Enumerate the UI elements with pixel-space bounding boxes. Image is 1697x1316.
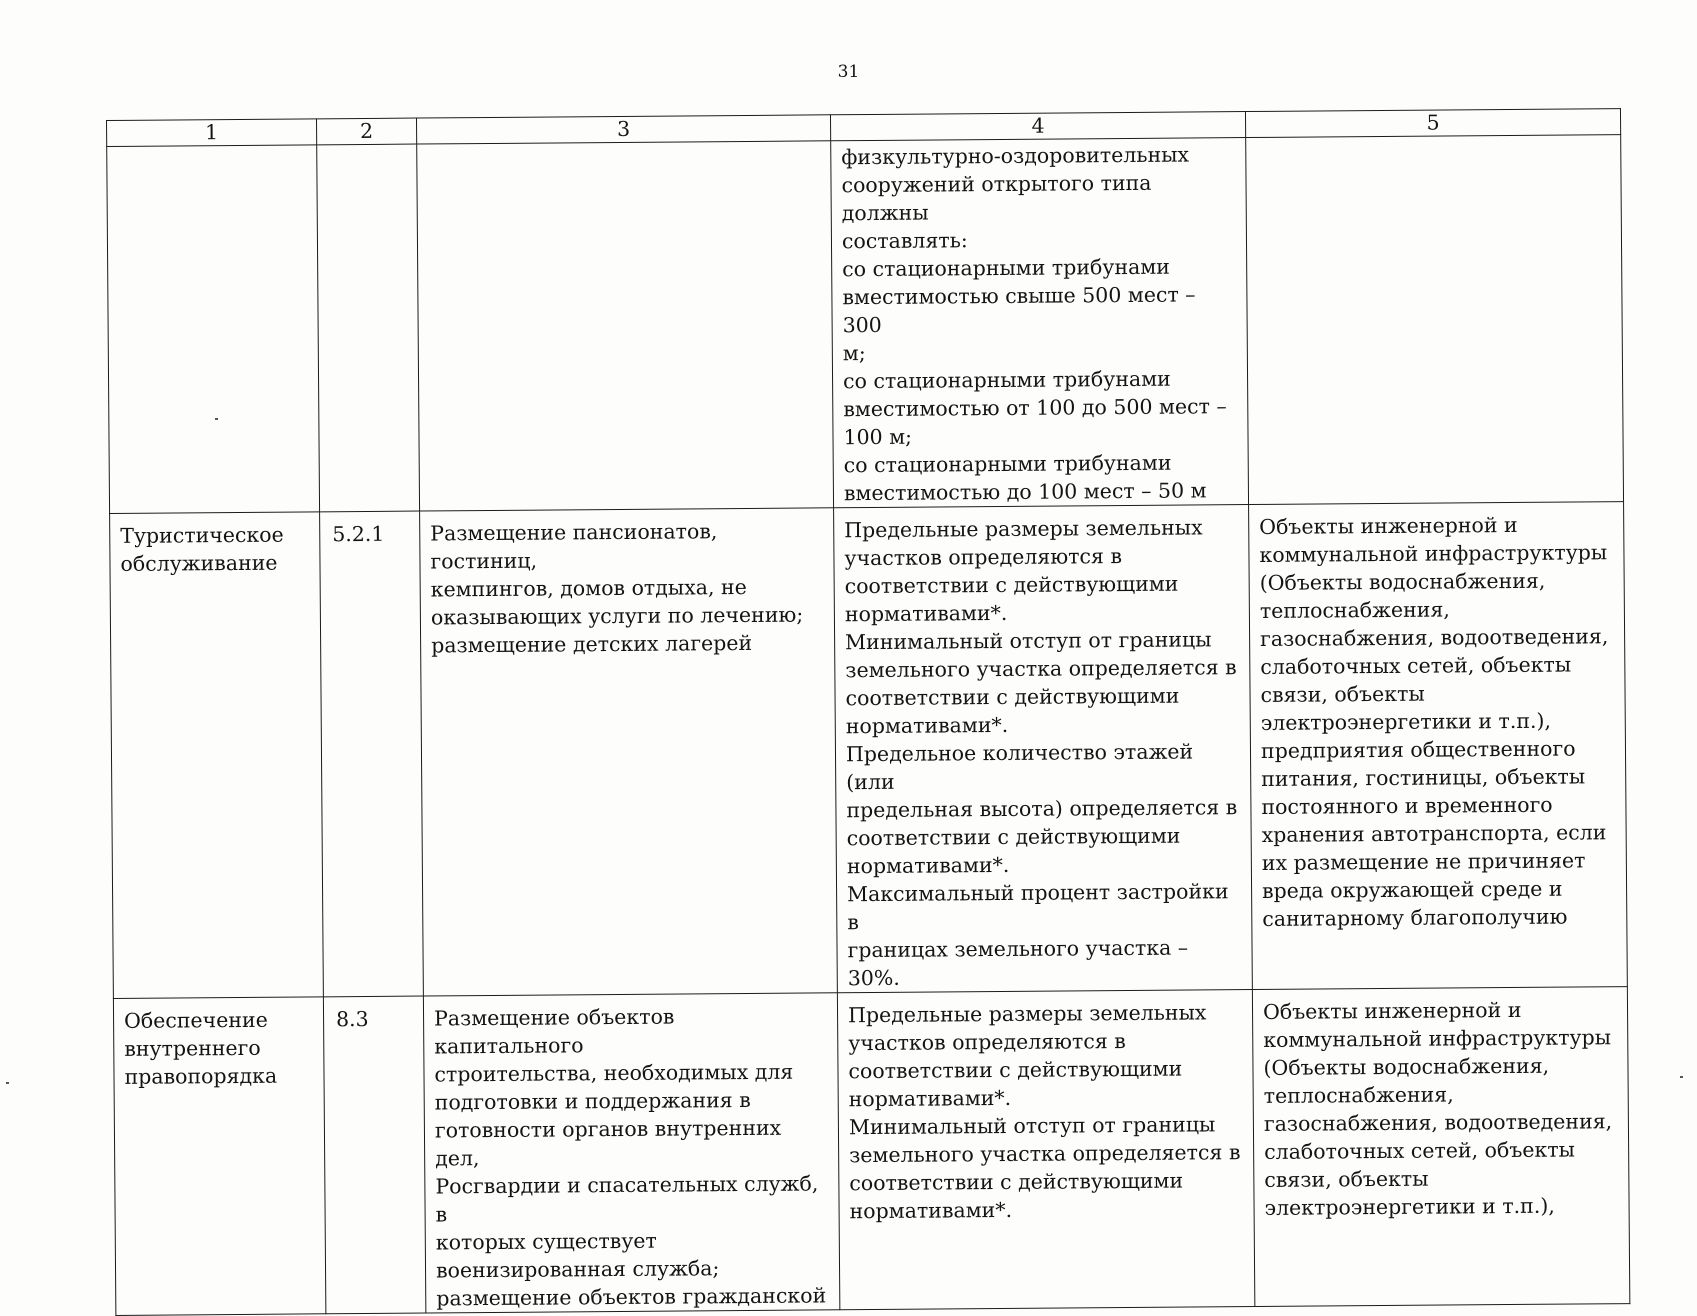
use-name-cell: Туристическое обслуживание bbox=[110, 512, 324, 999]
use-code-cell: 5.2.1 bbox=[320, 511, 424, 997]
parameters-cell: Предельные размеры земельных участков определяются в соответствии с действующими нормативами*. Минимальный отступ от границы земельного участка определяется в соответствии с действующими нормативами*. Предельное количество этажей (или предельная высота) определяется в соответствии с действующими нормативами*. Максимальный процент застройки в границах земельного участка – 30%. bbox=[834, 505, 1253, 993]
table-row bbox=[113, 987, 1629, 1316]
page-number: 31 bbox=[837, 62, 860, 82]
use-description-cell: Размещение объектов капитального строительства, необходимых для подготовки и поддержания в готовности органов внутренних дел, Росгвардии и спасательных служб, в которых существует военизированная служба; размещение объектов гражданской bbox=[423, 993, 839, 1313]
column-header-4: 4 bbox=[830, 112, 1245, 141]
column-header-1: 1 bbox=[107, 119, 317, 147]
use-description-cell bbox=[417, 141, 834, 511]
table-row bbox=[107, 135, 1624, 514]
scan-speck bbox=[6, 1082, 9, 1084]
use-name-cell: Обеспечение внутреннего правопорядка bbox=[113, 997, 325, 1316]
scan-speck bbox=[1680, 1076, 1683, 1078]
scan-speck bbox=[215, 418, 218, 420]
auxiliary-uses-cell bbox=[1246, 135, 1624, 505]
land-use-table bbox=[106, 108, 1630, 1316]
use-code-cell bbox=[317, 144, 420, 512]
auxiliary-uses-cell: Объекты инженерной и коммунальной инфраструктуры (Объекты водоснабжения, теплоснабжения, газоснабжения, водоотведения, слаботочных сетей, объекты связи, объекты электроэнергетики и т.п.), bbox=[1252, 987, 1629, 1307]
parameters-cell: Предельные размеры земельных участков определяются в соответствии с действующими нормативами*. Минимальный отступ от границы земельного участка определяется в соответствии с действующими нормативами*. bbox=[837, 990, 1254, 1310]
parameters-cell: физкультурно-оздоровительных сооружений открытого типа должны составлять: со стационарными трибунами вместимостью свыше 500 мест – 300 м; со стационарными трибунами вместимостью от 100 до 500 мест – 100 м; со стационарными трибунами вместимостью до 100 мест – 50 м bbox=[831, 138, 1249, 508]
column-header-5: 5 bbox=[1245, 109, 1620, 138]
use-name-cell bbox=[107, 145, 320, 514]
use-description-cell: Размещение пансионатов, гостиниц, кемпингов, домов отдыха, не оказывающих услуги по лечению; размещение детских лагерей bbox=[420, 508, 838, 996]
use-code-cell: 8.3 bbox=[323, 996, 425, 1314]
column-header-2: 2 bbox=[316, 118, 416, 145]
table-row bbox=[110, 502, 1628, 999]
column-header-3: 3 bbox=[416, 115, 830, 144]
auxiliary-uses-cell: Объекты инженерной и коммунальной инфраструктуры (Объекты водоснабжения, теплоснабжения, газоснабжения, водоотведения, слаботочных сетей, объекты связи, объекты электроэнергетики и т.п.), предприятия общественного питания, гостиницы, объекты постоянного и временного хранения автотранспорта, если их размещение не причиняет вреда окружающей среде и санитарному благополучию bbox=[1249, 502, 1628, 990]
